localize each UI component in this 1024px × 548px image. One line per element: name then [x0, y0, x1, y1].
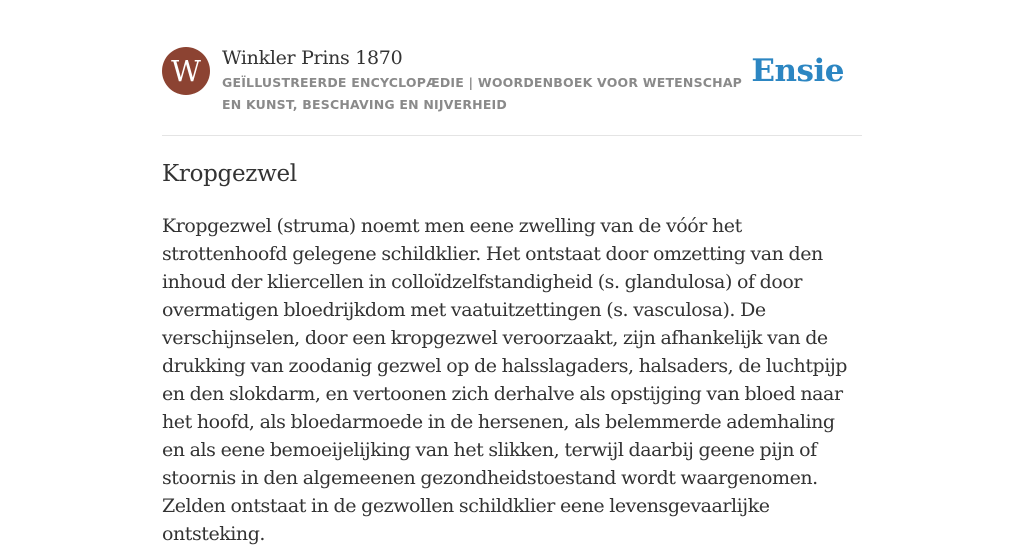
source-avatar[interactable]: W [162, 47, 210, 95]
source-subtitle: GEÏLLUSTREERDE ENCYCLOPÆDIE | WOORDENBOEK VOOR WETENSCHAP EN KUNST, BESCHAVING EN NIJVERHEID [222, 75, 743, 112]
ensie-logo-link[interactable]: Ensie [751, 53, 844, 89]
source-info [222, 44, 762, 116]
source-title[interactable]: Winkler Prins 1870 [222, 47, 403, 69]
article-body: Kropgezwel (struma) noemt men eene zwelling van de vóór het strottenhoofd gelegene schildklier. Het ontstaat door omzetting van den inhoud der kliercellen in colloïdzelfstandigheid (s. glandulosa) of door overmatigen bloedrijkdom met vaatuitzettingen (s. vasculosa). De verschijnselen, door een kropgezwel veroorzaakt, zijn afhankelijk van de drukking van zoodanig gezwel op de halsslagaders, halsaders, de luchtpijp en den slokdarm, en vertoonen zich derhalve als opstijging van bloed naar het hoofd, als bloedarmoede in de hersenen, als belemmerde ademhaling en als eene bemoeijelijking van het slikken, terwijl daarbij geene pijn of stoornis in den algemeenen gezondheidstoestand wordt waargenomen. Zelden ontstaat in de gezwollen schildklier eene levensgevaarlijke ontsteking. [162, 215, 847, 545]
source-header [162, 44, 862, 136]
article-title: Kropgezwel [162, 161, 297, 187]
